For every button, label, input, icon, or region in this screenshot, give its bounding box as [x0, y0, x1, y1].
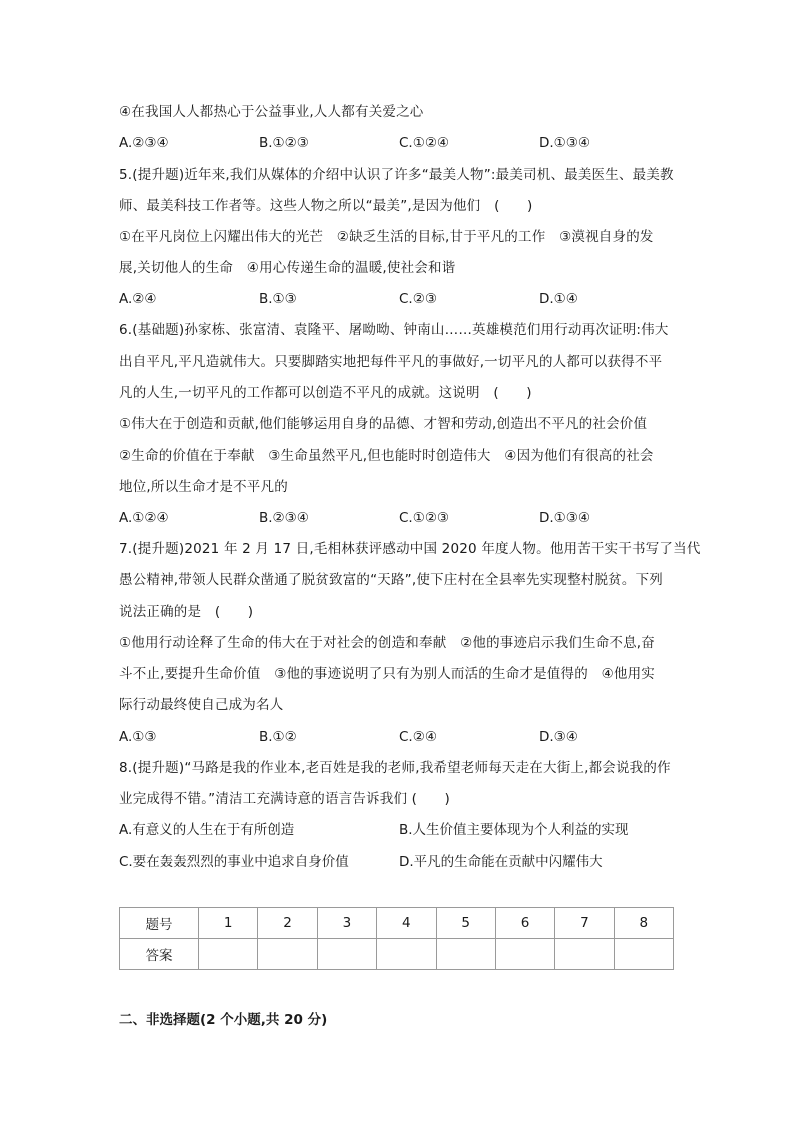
q7-item-line-2: 斗不止,要提升生命价值 ③他的事迹说明了只有为别人而活的生命才是值得的 ④他用实: [119, 666, 655, 682]
q5-option-a: A.②④: [119, 291, 157, 307]
q4-option-d: D.①③④: [539, 135, 590, 151]
answer-cell[interactable]: [436, 939, 495, 970]
q6-stem-line-3: 凡的人生,一切平凡的工作都可以创造不平凡的成就。这说明 ( ): [119, 385, 532, 401]
q4-option-a: A.②③④: [119, 135, 169, 151]
q6-option-a: A.①②④: [119, 510, 169, 526]
q8-option-c: C.要在轰轰烈烈的事业中追求自身价值: [119, 854, 349, 870]
answer-cell[interactable]: [317, 939, 376, 970]
q7-option-a: A.①③: [119, 729, 157, 745]
q6-item-line-1: ①伟大在于创造和贡献,他们能够运用自身的品德、才智和劳动,创造出不平凡的社会价值: [119, 416, 648, 432]
answer-cell[interactable]: [495, 939, 554, 970]
q5-option-c: C.②③: [399, 291, 437, 307]
q7-item-line-1: ①他用行动诠释了生命的伟大在于对社会的创造和奉献 ②他的事迹启示我们生命不息,奋: [119, 635, 655, 651]
table-label-question-number: 题号: [120, 908, 199, 939]
q5-item-line-2: 展,关切他人的生命 ④用心传递生命的温暖,使社会和谐: [119, 260, 456, 276]
answer-cell[interactable]: [258, 939, 317, 970]
q6-stem-line-2: 出自平凡,平凡造就伟大。只要脚踏实地把每件平凡的事做好,一切平凡的人都可以获得不平: [119, 354, 663, 370]
answer-table-answer-row: [120, 939, 674, 970]
table-number-cell: 5: [436, 908, 495, 939]
table-number-cell: 7: [555, 908, 614, 939]
q6-option-c: C.①②③: [399, 510, 450, 526]
table-number-cell: 8: [614, 908, 673, 939]
q8-stem-line-1: 8.(提升题)“马路是我的作业本,老百姓是我的老师,我希望老师每天走在大街上,都会说我的作: [119, 760, 671, 776]
q7-option-d: D.③④: [539, 729, 578, 745]
q5-option-d: D.①④: [539, 291, 578, 307]
q7-stem-line-2: 愚公精神,带领人民群众凿通了脱贫致富的“天路”,使下庄村在全县率先实现整村脱贫。下列: [119, 572, 663, 588]
q5-option-b: B.①③: [259, 291, 297, 307]
answer-cell[interactable]: [199, 939, 258, 970]
q4-item-4: ④在我国人人都热心于公益事业,人人都有关爱之心: [119, 104, 424, 120]
table-number-cell: 2: [258, 908, 317, 939]
q4-option-c: C.①②④: [399, 135, 450, 151]
q8-option-b: B.人生价值主要体现为个人利益的实现: [399, 822, 629, 838]
q7-stem-line-1: 7.(提升题)2021 年 2 月 17 日,毛相林获评感动中国 2020 年度人物。他用苦干实干书写了当代: [119, 541, 701, 557]
q8-stem-line-2: 业完成得不错。”清洁工充满诗意的语言告诉我们 ( ): [119, 791, 450, 807]
table-label-answer: 答案: [120, 939, 199, 970]
q6-option-d: D.①③④: [539, 510, 590, 526]
q8-option-d: D.平凡的生命能在贡献中闪耀伟大: [399, 854, 603, 870]
answer-cell[interactable]: [377, 939, 436, 970]
q7-option-c: C.②④: [399, 729, 437, 745]
q8-option-a: A.有意义的人生在于有所创造: [119, 822, 295, 838]
q6-item-line-2: ②生命的价值在于奉献 ③生命虽然平凡,但也能时时创造伟大 ④因为他们有很高的社会: [119, 448, 654, 464]
q7-option-b: B.①②: [259, 729, 297, 745]
q5-item-line-1: ①在平凡岗位上闪耀出伟大的光芒 ②缺乏生活的目标,甘于平凡的工作 ③漠视自身的发: [119, 229, 654, 245]
q7-item-line-3: 际行动最终使自己成为名人: [119, 697, 284, 713]
answer-table-number-row: [120, 908, 674, 939]
q6-option-b: B.②③④: [259, 510, 309, 526]
table-number-cell: 1: [199, 908, 258, 939]
table-number-cell: 3: [317, 908, 376, 939]
q6-stem-line-1: 6.(基础题)孙家栋、张富清、袁隆平、屠呦呦、钟南山……英雄模范们用行动再次证明:伟大: [119, 322, 669, 338]
q5-stem-line-2: 师、最美科技工作者等。这些人物之所以“最美”,是因为他们 ( ): [119, 198, 533, 214]
q6-item-line-3: 地位,所以生命才是不平凡的: [119, 479, 288, 495]
table-number-cell: 4: [377, 908, 436, 939]
q5-stem-line-1: 5.(提升题)近年来,我们从媒体的介绍中认识了许多“最美人物”:最美司机、最美医生、最美教: [119, 167, 674, 183]
q7-stem-line-3: 说法正确的是 ( ): [119, 604, 254, 620]
q4-option-b: B.①②③: [259, 135, 309, 151]
table-number-cell: 6: [495, 908, 554, 939]
answer-cell[interactable]: [555, 939, 614, 970]
section-2-title: 二、非选择题(2 个小题,共 20 分): [119, 1012, 328, 1028]
answer-table: [119, 907, 674, 970]
answer-cell[interactable]: [614, 939, 673, 970]
